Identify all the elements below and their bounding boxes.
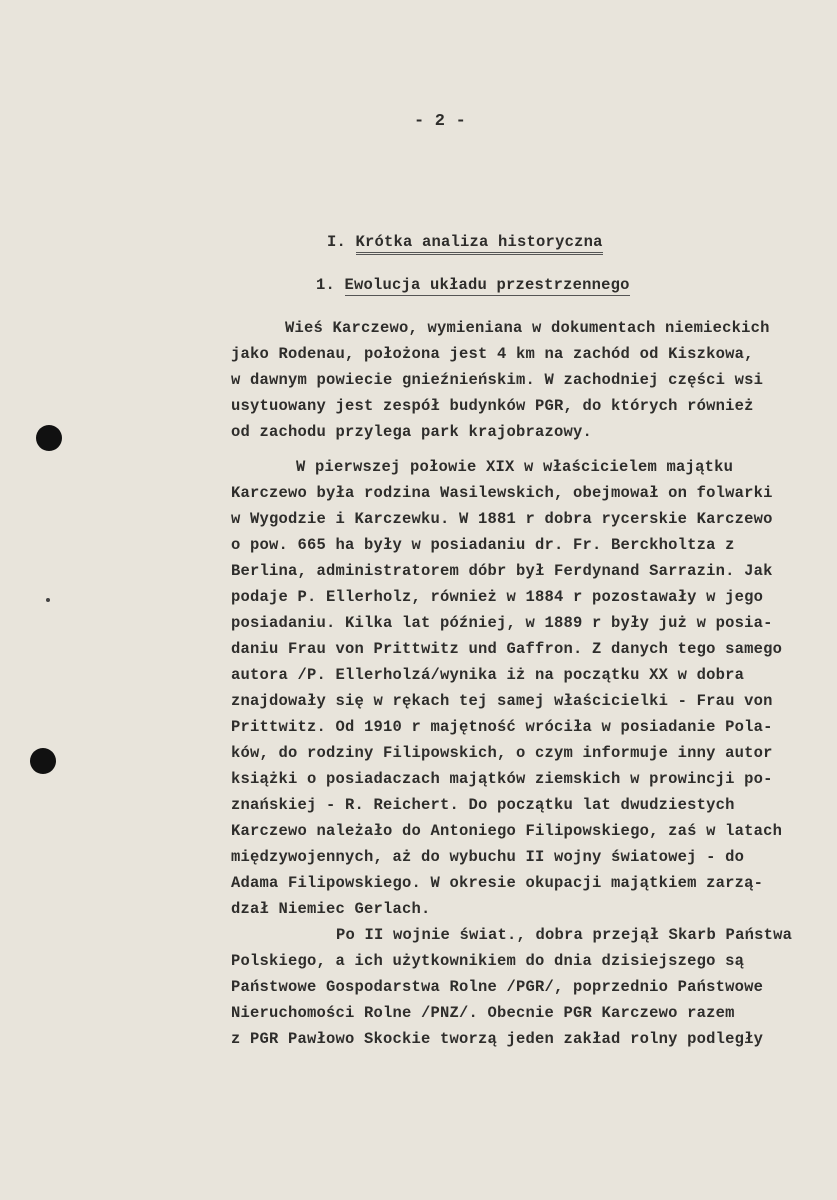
section-heading (327, 232, 603, 252)
body-line: posiadaniu. Kilka lat później, w 1889 r były już w posia- (231, 614, 773, 632)
body-line: Po II wojnie świat., dobra przejął Skarb Państwa (336, 926, 793, 944)
section-title: Krótka analiza historyczna (356, 233, 603, 255)
body-line: Państwowe Gospodarstwa Rolne /PGR/, poprzednio Państwowe (231, 978, 764, 996)
paper-mark (46, 598, 50, 602)
body-line: Karczewo była rodzina Wasilewskich, obejmował on folwarki (231, 484, 773, 502)
body-line: międzywojennych, aż do wybuchu II wojny światowej - do (231, 848, 745, 866)
page-number: - 2 - (414, 112, 467, 131)
body-line: Adama Filipowskiego. W okresie okupacji majątkiem zarzą- (231, 874, 764, 892)
subsection-title: Ewolucja układu przestrzennego (344, 276, 630, 294)
body-line: ków, do rodziny Filipowskich, o czym informuje inny autor (231, 744, 773, 762)
body-line: Prittwitz. Od 1910 r majętność wróciła w posiadanie Pola- (231, 718, 773, 736)
body-line: dzał Niemiec Gerlach. (231, 900, 431, 918)
body-line: Berlina, administratorem dóbr był Ferdynand Sarrazin. Jak (231, 562, 773, 580)
punch-hole-bottom (30, 748, 56, 774)
body-line: znańskiej - R. Reichert. Do początku lat dwudziestych (231, 796, 735, 814)
body-line: od zachodu przylega park krajobrazowy. (231, 423, 593, 441)
subsection-number: 1. (316, 276, 336, 294)
body-line: o pow. 665 ha były w posiadaniu dr. Fr. Berckholtza z (231, 536, 735, 554)
body-line: Wieś Karczewo, wymieniana w dokumentach niemieckich (285, 319, 770, 337)
body-line: książki o posiadaczach majątków ziemskich w prowincji po- (231, 770, 773, 788)
body-line: daniu Frau von Prittwitz und Gaffron. Z danych tego samego (231, 640, 783, 658)
body-line: Polskiego, a ich użytkownikiem do dnia dzisiejszego są (231, 952, 745, 970)
body-line: z PGR Pawłowo Skockie tworzą jeden zakład rolny podległy (231, 1030, 764, 1048)
body-line: w Wygodzie i Karczewku. W 1881 r dobra rycerskie Karczewo (231, 510, 773, 528)
punch-hole-top (36, 425, 62, 451)
body-line: podaje P. Ellerholz, również w 1884 r pozostawały w jego (231, 588, 764, 606)
body-line: W pierwszej połowie XIX w właścicielem majątku (296, 458, 734, 476)
body-line: w dawnym powiecie gnieźnieńskim. W zachodniej części wsi (231, 371, 764, 389)
body-line: Karczewo należało do Antoniego Filipowskiego, zaś w latach (231, 822, 783, 840)
body-line: autora /P. Ellerholzá/wynika iż na początku XX w dobra (231, 666, 745, 684)
body-line: Nieruchomości Rolne /PNZ/. Obecnie PGR Karczewo razem (231, 1004, 735, 1022)
body-line: usytuowany jest zespół budynków PGR, do których również (231, 397, 754, 415)
subsection-heading (316, 275, 630, 295)
section-number: I. (327, 233, 347, 251)
body-line: znajdowały się w rękach tej samej właścicielki - Frau von (231, 692, 773, 710)
body-line: jako Rodenau, położona jest 4 km na zachód od Kiszkowa, (231, 345, 754, 363)
